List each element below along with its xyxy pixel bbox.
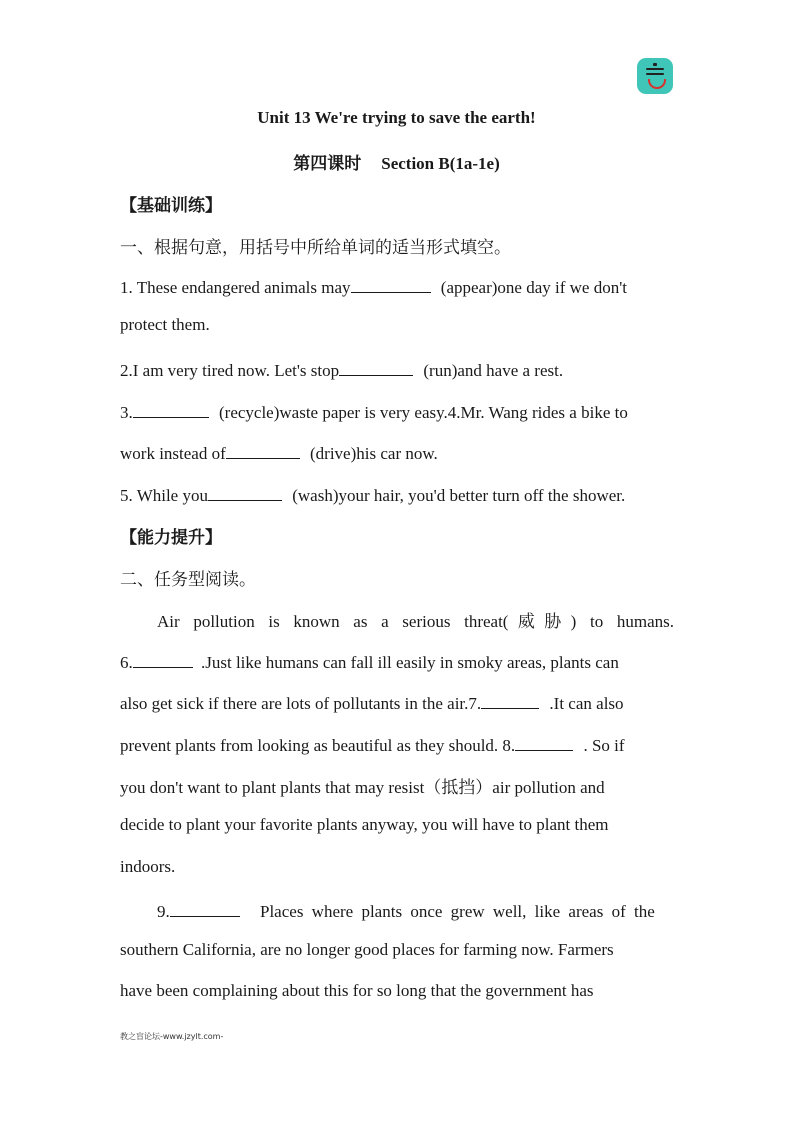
passage-line: southern California, are no longer good places for farming now. Farmers <box>120 940 614 959</box>
question-1: 1. These endangered animals may (appear)one day if we don't <box>120 274 674 298</box>
answer-blank[interactable] <box>339 357 413 376</box>
logo-icon <box>637 58 673 94</box>
answer-blank-6[interactable] <box>133 649 193 668</box>
passage-line: decide to plant your favorite plants anyway, you will have to plant them <box>120 815 609 834</box>
answer-blank-7[interactable] <box>481 690 539 709</box>
question-2: 2.I am very tired now. Let's stop (run)and have a rest. <box>120 357 674 381</box>
passage-line: also get sick if there are lots of pollutants in the air.7. .It can also <box>120 690 674 714</box>
page-title: Unit 13 We're trying to save the earth! <box>257 108 536 127</box>
question-3: 3. (recycle)waste paper is very easy.4.Mr. Wang rides a bike to <box>120 399 674 423</box>
part1-header: 【基础训练】 <box>120 196 222 215</box>
question-1-cont: protect them. <box>120 315 210 334</box>
passage-line: prevent plants from looking as beautiful as they should. 8. . So if <box>120 732 674 756</box>
answer-blank[interactable] <box>351 274 431 293</box>
footer-text: 教之盲论坛-www.jzylt.com- <box>120 1032 224 1041</box>
answer-blank-9[interactable] <box>170 898 240 917</box>
question-4: work instead of (drive)his car now. <box>120 440 674 464</box>
part2-header: 【能力提升】 <box>120 528 222 547</box>
section-title: 第四课时 Section B(1a-1e) <box>293 154 500 173</box>
passage-line: have been complaining about this for so long that the government has <box>120 981 594 1000</box>
question-5: 5. While you (wash)your hair, you'd better turn off the shower. <box>120 482 674 506</box>
passage-line: Air pollution is known as a serious threat(威胁) to humans. <box>157 612 674 631</box>
passage-line: 6. .Just like humans can fall ill easily in smoky areas, plants can <box>120 649 674 673</box>
passage-line: you don't want to plant plants that may resist（抵挡）air pollution and <box>120 778 605 797</box>
part2-instruction: 二、任务型阅读。 <box>120 570 256 589</box>
passage-line: indoors. <box>120 857 176 876</box>
part1-instruction: 一、根据句意，用括号中所给单词的适当形式填空。 <box>120 238 511 257</box>
answer-blank[interactable] <box>226 440 300 459</box>
answer-blank-8[interactable] <box>515 732 573 751</box>
answer-blank[interactable] <box>133 399 209 418</box>
passage-line: 9. Places where plants once grew well, like areas of the <box>157 898 674 922</box>
answer-blank[interactable] <box>208 482 282 501</box>
